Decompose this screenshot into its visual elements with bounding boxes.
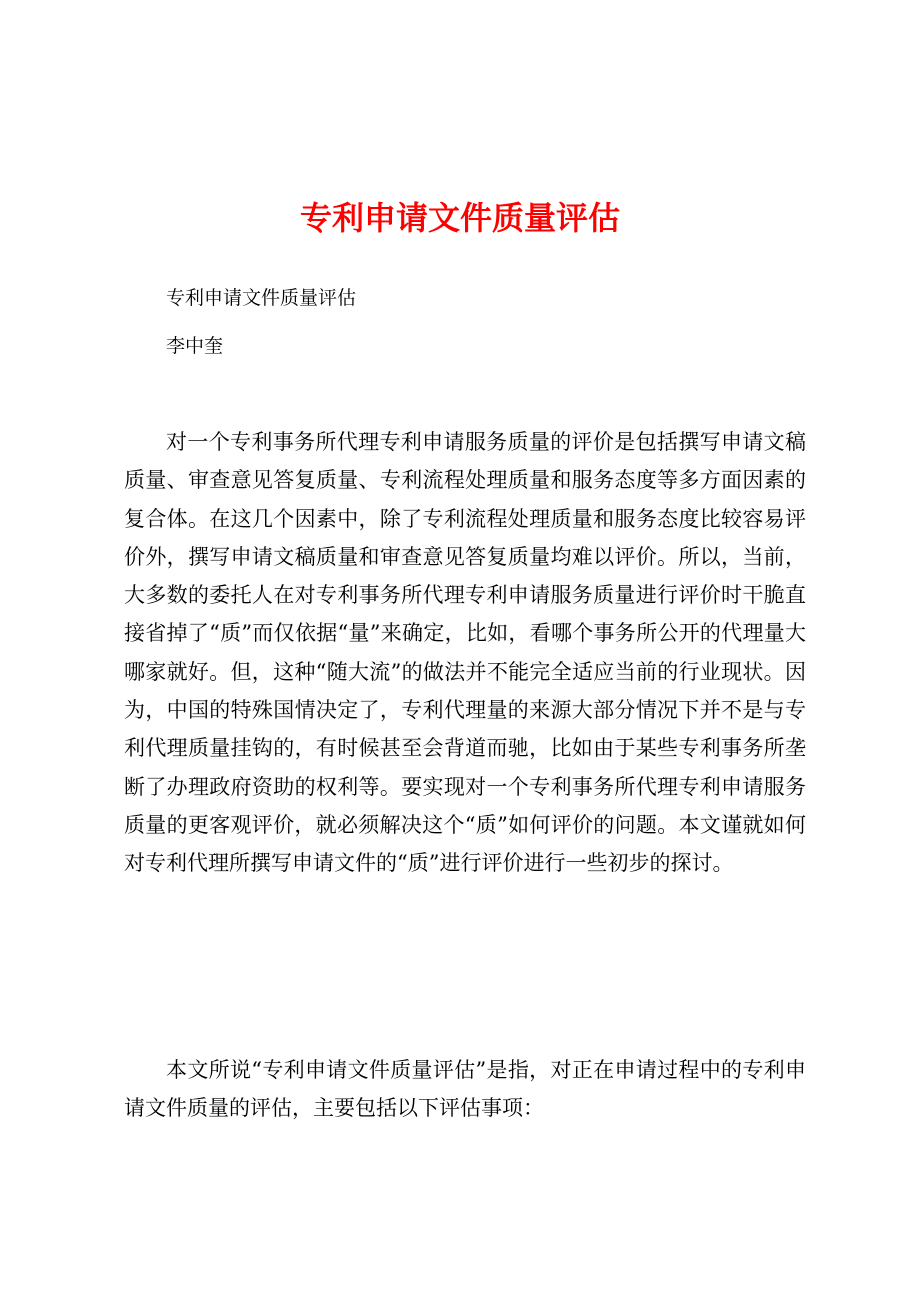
document-title: 专利申请文件质量评估 (299, 199, 620, 237)
document-subtitle: 专利申请文件质量评估 (166, 287, 357, 309)
body-paragraph: 对一个专利事务所代理专利申请服务质量的评价是包括撰写申请文稿质量、审查意见答复质量、专利流程处理质量和服务态度等多方面因素的复合体。在这几个因素中，除了专利流程处理质量和服务态度比较容易评价外，撰写申请文稿质量和审查意见答复质量均难以评价。所以，当前，大多数的委托人在对专利事务所代理专利申请服务质量进行评价时干脆直接省掉了“质”而仅依据“量”来确定，比如，看哪个事务所公开的代理量大哪家就好。但，这种“随大流”的做法并不能完全适应当前的行业现状。因为，中国的特殊国情决定了，专利代理量的来源大部分情况下并不是与专利代理质量挂钩的，有时候甚至会背道而驰，比如由于某些专利事务所垄断了办理政府资助的权利等。要实现对一个专利事务所代理专利申请服务质量的更客观评价，就必须解决这个“质”如何评价的问题。本文谨就如何对专利代理所撰写申请文件的“质”进行评价进行一些初步的探讨。 (124, 430, 806, 876)
document-author: 李中奎 (166, 335, 224, 357)
body-paragraph: 本文所说“专利申请文件质量评估”是指，对正在申请过程中的专利申请文件质量的评估，主要包括以下评估事项： (124, 1058, 806, 1121)
